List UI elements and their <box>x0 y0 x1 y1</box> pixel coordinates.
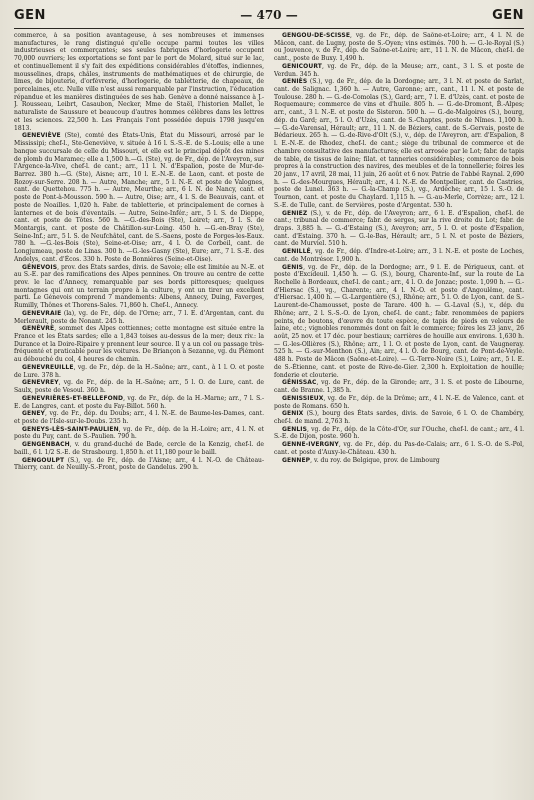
entry-headword: GENIÈS <box>282 78 308 86</box>
dictionary-entry <box>274 441 524 456</box>
entry-headword: GENIX <box>282 410 304 418</box>
entry-text: commerce, à sa position avantageuse, à ses nombreuses et immenses manufactures, le rang distingué qu'elle occupe parmi toutes les villes industrieuses et commerçantes; ses seules fabriques d'horlogerie occupent 70,000 ouvriers; les exportations se font par le port de Molard, situé sur le lac, et continuellement il s'y fait des expéditions considérables d'étoffes, indiennes, mousselines, draps, châles, instruments de mathématiques et de chirurgie, de limes, de bijouterie, d'orfévrerie, d'horlogerie, de tabletterie, de chapeaux, de porcelaines, etc. Nulle ville n'est aussi remarquable par l'instruction, l'éducation répandue et les manières distinguées de ses hab. Genève a donné naissance à J.-J. Rousseau, Leibrt, Casaubon, Necker, Mme de Staël, l'historien Mallet, le naturaliste de Saussure et beaucoup d'autres hommes célèbres dans les lettres et les sciences. 22,500 h. Les Français l'ont possédée depuis 1798 jusqu'en 1813. <box>14 32 264 132</box>
entry-headword: GENEVIÈVE <box>22 132 61 140</box>
entry-headword: GENIEZ <box>282 209 308 217</box>
entry-headword: GENEVRIÈRES-ET-BELLEFOND <box>22 394 124 402</box>
entry-text: , vg. de Fr., dép. de la Meuse; arr., cant., 3 l. S. et poste de Verdun. 345 h. <box>274 62 524 78</box>
entry-headword: GENLIS <box>282 425 308 433</box>
entry-headword: GENEY <box>22 410 45 418</box>
dictionary-entry <box>274 248 524 263</box>
entry-text: , vg. de Fr., dép. de Saône-et-Loire; arr., 4 l. N. de Mâcon, cant. de Lugny, poste de S.-Oyen; vins estimés. 700 h. — G.-le-Royal (S.) ou Jouvence, v. de Fr., dép. de Saône-et-Loire; arr., 11 l. N. de Mâcon, chef-l. de cant., poste de Buxy. 1,490 h. <box>274 32 524 63</box>
entry-headword: GENICOURT <box>282 62 322 70</box>
dictionary-entry <box>274 410 524 425</box>
dictionary-entry <box>274 426 524 441</box>
entry-headword: GENGOU-DE-SCISSÉ <box>282 32 351 39</box>
running-head-left: GEN <box>14 8 46 23</box>
entry-text: , vg. de Fr., dép. de la H.-Saône; arr., 5 l. O. de Lure, cant. de Saulx, poste de Vesoul. 360 h. <box>14 379 264 395</box>
entry-text: (S.), vg. de Fr., dép. de la Dordogne; arr., 3 l. N. et poste de Sarlat, cant. de Salignac. 1,360 h. — Autre, Garonne; arr., cant., 11 l. N. et poste de Toulouse. 280 h. — G.-de-Comolas (S.), Gard; arr., 7 l. E. d'Uzès, cant. et poste de Roquemaure; commerce de vins et d'huile. 805 h. — G.-de-Dromont, B.-Alpes; arr., cant., 3 l. N.-E. et poste de Sisteron. 500 h. — G.-de-Malgoires (S.), bourg, dép. du Gard; arr., 5 l. O. d'Uzès, cant. de S.-Chaptes, poste de Nîmes. 1,100 h. — G.-de-Varensal, Hérault; arr., 11 l. N. de Béziers, cant. de S.-Gervais, poste de Bédarieux. 265 h. — G.-de-Rive-d'Olt (S.), v., dép. de l'Aveyron, arr. d'Espalion, 8 l. E.-N.-E. de Rhodez, chef-l. de cant.; siège du tribunal de commerce et de chambre consultative des manufactures; elle est arrosée par le Lot; fabr. de tapis de table, de tissus de laine; filat. et tanneries considérables; commerce de bois propres à la construction des navires, des meubles et de la tonnellerie; foires les 20 janv., 17 avril, 28 mai, 11 juin, 26 août et 6 nov. Patrie de l'abbé Raynal. 2,690 h. — G.-des-Mourgues, Hérault; arr., 4 l. N.-E. de Montpellier, cant. de Castries, poste de Lunel. 363 h. — G.-la-Champ (S.), vg., Ardèche; arr., 15 l. S.-O. de Tournon, cant. et poste du Chaylard. 1,115 h. — G.-au-Merle, Corrèze; arr., 12 l. S.-E. de Tulle, cant. de Servières, poste d'Argentat. 530 h. <box>274 78 524 209</box>
dictionary-entry <box>14 310 264 325</box>
entry-text: , sommet des Alpes cottiennes; cette montagne est située entre la France et les États sardes; elle a 1,843 toises au-dessus de la mer; deux riv.: la Durance et la Doire-Ripaire y prennent leur source. Il y a un col ou passage très-fréquenté et praticable pour les voitures. De Briançon à Sezanne, vg. du Piémont au débouché du col, 4 heures de chemin. <box>14 325 264 364</box>
dictionary-entry <box>274 78 524 209</box>
entry-text: , v. du roy. de Belgique, prov. de Limbourg <box>310 456 440 464</box>
entry-text: , vg. de Fr., dép. de la H.-Loire; arr., 4 l. N. et poste du Puy, cant. de S.-Paulien. 790 h. <box>14 425 264 441</box>
entry-text: , vg. de Fr., dép. de la H.-Marne; arr., 7 l. S.-E. de Langres, cant. et poste du Fay-Billot. 560 h. <box>14 394 264 410</box>
entry-headword: GENEVREY <box>22 379 59 387</box>
entry-text: , vg. de Fr., dép. de la Gironde; arr., 3 l. S. et poste de Libourne, cant. de Branne. 1,385 h. <box>274 379 524 395</box>
entry-text: (S.), bourg des États sardes, divis. de Savoie, 6 l. O. de Chambéry, chef-l. de mand. 2,763 h. <box>274 410 524 425</box>
entry-text: , vg. de Fr., dép. d'Indre-et-Loire; arr., 3 l. N.-E. et poste de Loches, cant. de Montrésor. 1,900 h. <box>274 248 524 263</box>
entry-text: , vg. de Fr., dép. de la H.-Saône; arr., cant., à 1 l. O. et poste de Lure. 378 h. <box>14 363 264 379</box>
page-number: — 470 — <box>240 8 298 22</box>
dictionary-entry <box>14 32 264 132</box>
entry-text: (Ste), comté des États-Unis, État du Missouri, arrosé par le Mississipi; chef-l., Ste-Geneviève, v. située à 16 l. S.-S.-E. de S.-Louis; elle a une banque succursale de celle du Missouri, et elle est le principal dépôt des mines de plomb du Maramec; elle a 1,500 h.—G. (Ste), vg. de Fr., dép. de l'Aveyron, sur l'Argence-la-Vive, chef-l. de cant.; arr., 11 l. N. d'Espalion, poste de Mur-de-Barrez. 380 h.—G. (Ste), Aisne; arr., 10 l. E.-N.-E. de Laon, cant. et poste de Rozoy-sur-Serre. 208 h. — Autre, Manche; arr., 5 l. N.-E. et poste de Valognes, cant. de Quettehou. 775 h. — Autre, Meurthe; arr., 6 l. N. de Nancy, cant. et poste de Pont-à-Mousson. 590 h. — Autre, Oise; arr., 4 l. S. de Beauvais, cant. et poste de Noailles. 1,020 h. Fabr. de tabletterie, et principalement de cornes à lanternes et de bois d'éventails. — Autre, Seine-Infér.; arr., 5 l. S. de Dieppe, cant. et poste de Tôtes. 560 h. —G.-des-Bois (Ste), Loiret; arr., 5 l. S. de Montargis, cant. et poste de Châtillon-sur-Loing. 450 h. —G.-en-Bray (Ste), Seine-Inf.; arr., 5 l. S. de Neufchâtel, cant. de S.-Saens, poste de Forges-les-Eaux. 780 h. —G.-les-Bois (Ste), Seine-et-Oise; arr., 4 l. O. de Corbeil, cant. de Longjumeau, poste de Linas. 300 h. —G.-les-Gasny (Ste), Eure; arr., 7 l. S.-E. des Andelys, cant. d'Écos. 330 h. Poste de Bonnières (Seine-et-Oise). <box>14 132 264 263</box>
entry-text: , vg. de Fr., dép. de la Dordogne; arr., 9 l. E. de Périgueux, cant. et poste d'Excideuil. 1,450 h. — G. (S.), bourg, Charente-Inf., sur la route de La Rochelle à Bordeaux, chef-l. de cant.; arr., 4 l. O. de Jonzac; poste. 1,090 h. — G.-d'Hiersac (S.), vg., Charente; arr., 4 l. N.-O. et poste d'Angoulême, cant. d'Hiersac. 1,400 h. — G.-Largentière (S.), Rhône; arr., 5 l. O. de Lyon, cant. de S.-Laurent-de-Chamousset, poste de Tarare. 400 h. — G.-Laval (S.), v., dép. du Rhône; arr., 2 l. S.-S.-O. de Lyon, chef-l. de cant.; fabr. renommées de papiers peints, de boutons, d'œuvre du toute espèce, de tapis de pieds en velours de laine, etc.; vignobles renommés dont on fait le commerce; foires les 23 janv., 26 août, 25 nov. et 17 déc. pour bestiaux; carrières de houille aux environs. 1,630 h. — G.-les-Ollières (S.), Rhône; arr., 1 l. O. et poste de Lyon, cant. de Vaugneray. 525 h. — G.-sur-Menthon (S.), Ain; arr., 4 l. O. de Bourg, cant. de Pont-de-Veyle. 488 h. Poste de Mâcon (Saône-et-Loire). — G.-Terre-Noire (S.), Loire; arr., 5 l. E. de S.-Étienne, cant. et poste de Rive-de-Gier. 2,300 h. Exploitation de houille; fonderie et clouterie. <box>274 263 524 379</box>
entry-text: , vg. de Fr., dép. de la Drôme; arr., 4 l. N.-E. de Valence, cant. et poste de Romans. 650 h. <box>274 394 524 410</box>
dictionary-entry <box>14 325 264 364</box>
dictionary-entry <box>274 379 524 394</box>
dictionary-entry <box>14 410 264 425</box>
dictionary-entry <box>14 395 264 410</box>
dictionary-entry <box>274 395 524 410</box>
dictionary-entry <box>274 63 524 78</box>
left-column <box>14 32 264 796</box>
entry-text: , prov. des États sardes, divis. de Savoie; elle est limitée au N.-E. et au S.-E. par des ramifications des Alpes pennines. On trouve au centre de cette prov. le lac d'Annecy, remarquable par ses bords pittoresques; quelques montagnes qui ont un terrain propre à la culture, y ont un tirer un excellent parti. Le Génevois comprend 7 mandements: Albens, Annecy, Duing, Faverges, Rumilly, Thônes et Thorens-Sales. 71,860 h. Chef-l., Annecy. <box>14 263 264 310</box>
dictionary-entry <box>14 264 264 310</box>
entry-headword: GENISSIEUX <box>282 394 324 402</box>
right-column <box>274 32 524 796</box>
dictionary-entry <box>14 364 264 379</box>
running-header <box>14 6 524 29</box>
entry-text: (S.), vg. de Fr., dép. de l'Aisne; arr., 4 l. N.-O. de Château-Thierry, cant. de Neuilly-S.-Front, poste de Gandelus. 290 h. <box>14 456 264 472</box>
entry-headword: GENIS <box>282 263 304 271</box>
running-head-right: GEN <box>492 8 524 23</box>
entry-text: (la), vg. de Fr., dép. de l'Orne; arr., 7 l. E. d'Argentan, cant. du Merlerault, poste de Nonant. 245 h. <box>14 309 264 325</box>
dictionary-entry <box>14 379 264 394</box>
dictionary-entry <box>14 441 264 456</box>
entry-headword: GENGOULPT <box>22 456 65 464</box>
entry-headword: GENEVRAIE <box>22 309 62 317</box>
entry-headword: GÉNISSAC <box>282 379 317 387</box>
entry-text: , v. du grand-duché de Bade, cercle de la Kenzig, chef-l. de baill., 6 l. 1/2 S.-E. de Strasbourg. 1,850 h. et 11,180 pour le baill. <box>14 441 264 456</box>
entry-headword: GENEYS-LÈS-SAINT-PAULIEN <box>22 425 119 433</box>
dictionary-entry <box>274 457 524 465</box>
entry-text: (S.), v. de Fr., dép. de l'Aveyron; arr., 6 l. E. d'Espalion, chef-l. de cant.; tribunal de commerce; fabr. de serges, sur la rive droite du Lot; fabr. de draps. 3,885 h. — G.-d'Estaing (S.), Aveyron; arr., 5 l. O. et poste d'Espalion, cant. d'Estaing. 370 h. — G.-le-Bas, Hérault; arr., 5 l. N. et poste de Béziers, cant. de Murviel. 510 h. <box>274 209 524 248</box>
dictionary-entry <box>14 426 264 441</box>
entry-headword: GÉNEVOIS <box>22 263 58 271</box>
text-columns <box>14 32 524 796</box>
dictionary-entry <box>274 210 524 249</box>
entry-headword: GENILLÉ <box>282 248 311 256</box>
entry-text: , vg. de Fr., dép. de la Côte-d'Or, sur l'Ouche, chef-l. de cant.; arr., 4 l. S.-E. de Dijon, poste. 960 h. <box>274 425 524 441</box>
dictionary-entry <box>274 264 524 380</box>
dictionary-entry <box>14 457 264 472</box>
entry-headword: GENNE-IVERGNY <box>282 441 339 449</box>
dictionary-entry <box>274 32 524 63</box>
dictionary-entry <box>14 132 264 263</box>
entry-headword: GENGENBACH <box>22 441 70 449</box>
entry-text: , vg. de Fr., dép. du Pas-de-Calais; arr., 6 l. S.-O. de S.-Pol, cant. et poste d'Auxy-le-Château. 430 h. <box>274 441 524 456</box>
entry-headword: GENNEP <box>282 456 311 464</box>
entry-headword: GENÈVRE <box>22 325 55 333</box>
entry-text: , vg. de Fr., dép. du Doubs; arr., 4 l. N.-E. de Baume-les-Dames, cant. et poste de l'Isle-sur-le-Doubs. 235 h. <box>14 410 264 425</box>
entry-headword: GENEVREUILLE <box>22 363 74 371</box>
